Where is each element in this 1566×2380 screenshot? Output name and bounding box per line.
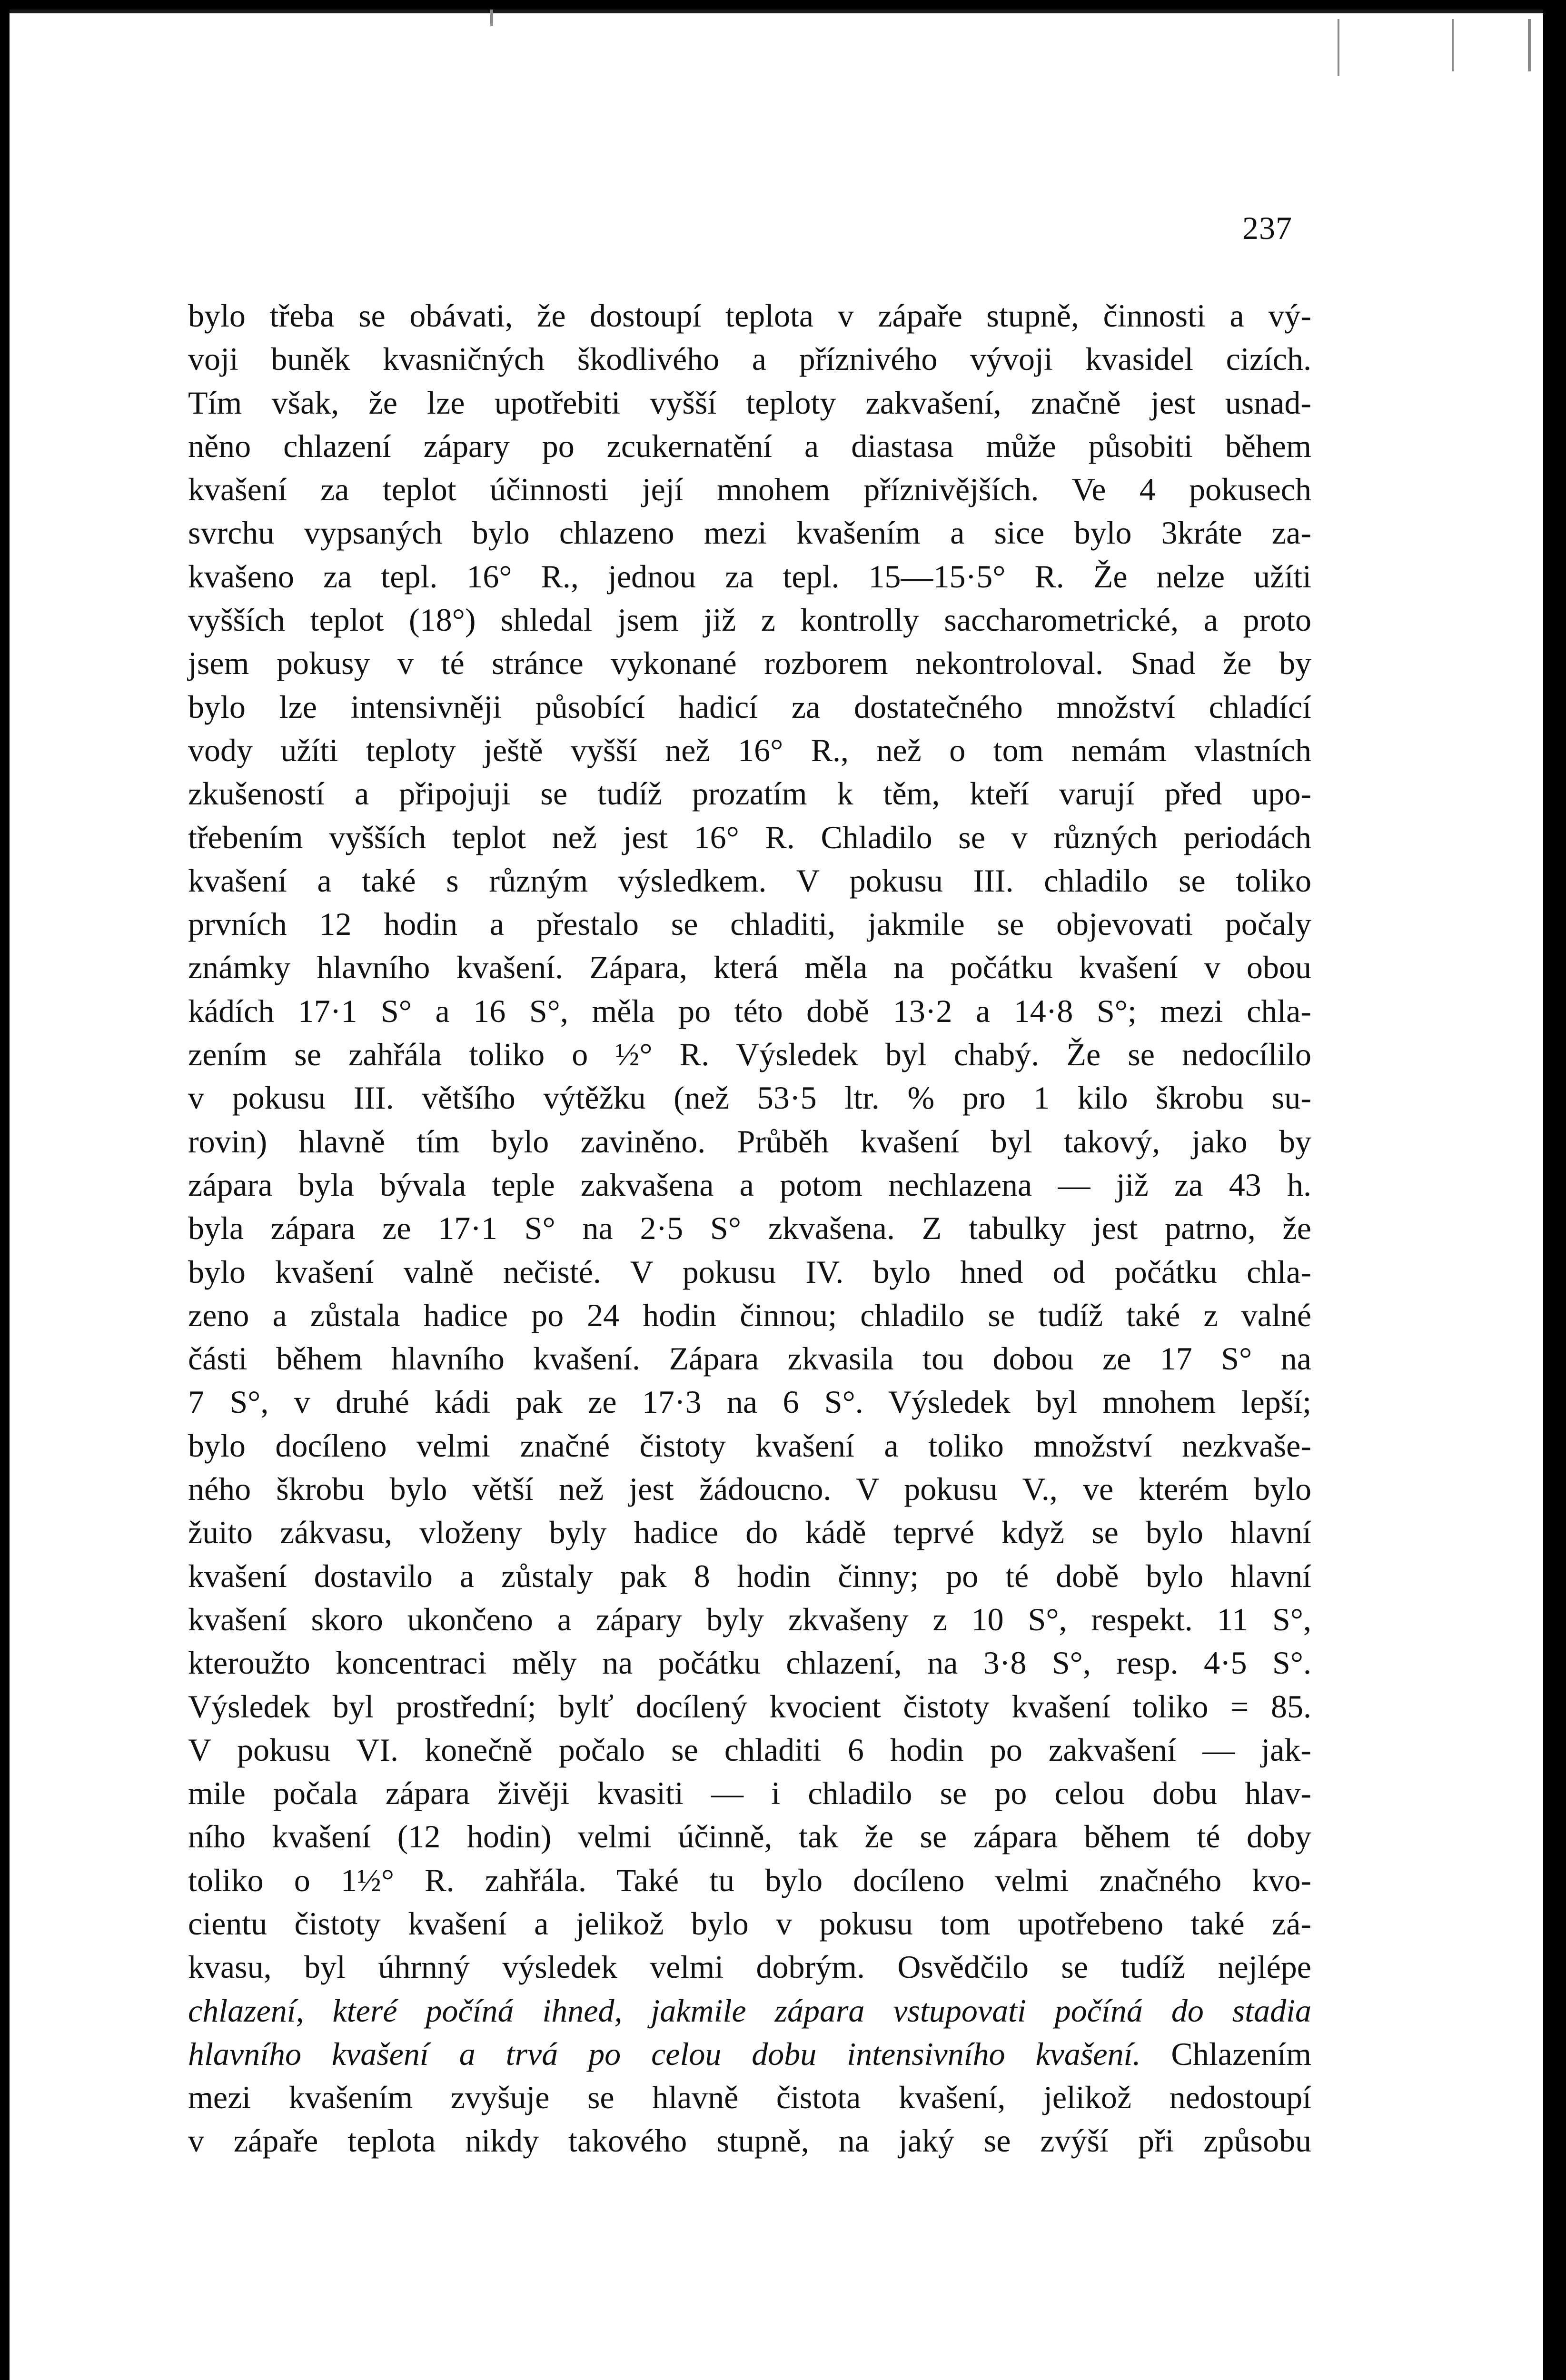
text-segment: třebením vyšších teplot než jest 16° R. Chladilo se v různých periodách bbox=[188, 819, 1311, 855]
text-segment: v pokusu III. většího výtěžku (než 53·5 ltr. % pro 1 kilo škrobu su- bbox=[188, 1080, 1311, 1116]
text-segment: kvašení skoro ukončeno a zápary byly zkvašeny z 10 S°, respekt. 11 S°, bbox=[188, 1601, 1311, 1637]
scan-artifact bbox=[490, 10, 493, 26]
text-segment: byla zápara ze 17·1 S° na 2·5 S° zkvašena. Z tabulky jest patrno, že bbox=[188, 1210, 1311, 1247]
text-segment: kvašení a také s různým výsledkem. V pokusu III. chladilo se toliko bbox=[188, 862, 1311, 899]
text-segment: svrchu vypsaných bylo chlazeno mezi kvašením a sice bylo 3kráte za- bbox=[188, 515, 1311, 551]
text-segment: jsem pokusy v té stránce vykonané rozborem nekontroloval. Snad že by bbox=[188, 645, 1311, 682]
text-line bbox=[188, 1511, 1311, 1554]
text-segment: kvašení za teplot účinnosti její mnohem příznivějších. Ve 4 pokusech bbox=[188, 471, 1311, 508]
text-line bbox=[188, 1902, 1311, 1945]
text-segment: zkušeností a připojuji se tudíž prozatím k těm, kteří varují před upo- bbox=[188, 775, 1311, 812]
text-line bbox=[188, 1120, 1311, 1163]
text-segment: kteroužto koncentraci měly na počátku chlazení, na 3·8 S°, resp. 4·5 S°. bbox=[188, 1645, 1311, 1681]
text-segment: vody užíti teploty ještě vyšší než 16° R., než o tom nemám vlastních bbox=[188, 732, 1311, 768]
text-segment: zeno a zůstala hadice po 24 hodin činnou; chladilo se tudíž také z valné bbox=[188, 1297, 1311, 1333]
text-line bbox=[188, 1076, 1311, 1120]
text-line bbox=[188, 859, 1311, 902]
text-line bbox=[188, 2076, 1311, 2119]
text-segment: bylo docíleno velmi značné čistoty kvašení a toliko množství nezkvaše- bbox=[188, 1427, 1311, 1464]
page-number: 237 bbox=[1242, 210, 1292, 246]
text-segment: známky hlavního kvašení. Zápara, která měla na počátku kvašení v obou bbox=[188, 949, 1311, 986]
scan-border bbox=[10, 10, 1543, 13]
text-line bbox=[188, 1337, 1311, 1380]
text-line bbox=[188, 729, 1311, 772]
text-line bbox=[188, 1294, 1311, 1337]
text-segment: bylo kvašení valně nečisté. V pokusu IV. bylo hned od počátku chla- bbox=[188, 1253, 1311, 1290]
scan-artifact bbox=[1338, 19, 1339, 76]
italic-text-segment: hlavního kvašení a trvá po celou dobu intensivního kvašení. bbox=[188, 2035, 1141, 2072]
text-segment: Výsledek byl prostřední; bylť docílený kvocient čistoty kvašení toliko = 85. bbox=[188, 1688, 1311, 1725]
text-line bbox=[188, 1207, 1311, 1250]
text-line bbox=[188, 1380, 1311, 1424]
body-text bbox=[188, 294, 1311, 2163]
text-line bbox=[188, 1815, 1311, 1858]
text-line bbox=[188, 685, 1311, 729]
text-line bbox=[188, 1555, 1311, 1598]
text-segment: ného škrobu bylo větší než jest žádoucno. V pokusu V., ve kterém bylo bbox=[188, 1471, 1311, 1507]
text-segment: voji buněk kvasničných škodlivého a příznivého vývoji kvasidel cizích. bbox=[188, 341, 1311, 377]
text-line bbox=[188, 642, 1311, 685]
text-segment: zápara byla bývala teple zakvašena a potom nechlazena — již za 43 h. bbox=[188, 1166, 1311, 1203]
text-segment: bylo třeba se obávati, že dostoupí teplota v zápaře stupně, činnosti a vý- bbox=[188, 298, 1311, 334]
text-segment: mezi kvašením zvyšuje se hlavně čistota kvašení, jelikož nedostoupí bbox=[188, 2079, 1311, 2116]
text-line bbox=[188, 598, 1311, 642]
text-line bbox=[188, 816, 1311, 859]
text-segment: zením se zahřála toliko o ½° R. Výsledek byl chabý. Že se nedocílilo bbox=[188, 1036, 1311, 1073]
text-segment: toliko o 1½° R. zahřála. Také tu bylo docíleno velmi značného kvo- bbox=[188, 1862, 1311, 1898]
text-line bbox=[188, 1250, 1311, 1294]
text-line bbox=[188, 1859, 1311, 1902]
text-segment: Chlazením bbox=[1140, 2035, 1312, 2072]
text-line bbox=[188, 1598, 1311, 1641]
text-line bbox=[188, 902, 1311, 946]
text-segment: žuito zákvasu, vloženy byly hadice do kádě teprvé když se bylo hlavní bbox=[188, 1514, 1311, 1551]
text-line bbox=[188, 1728, 1311, 1772]
scan-artifact bbox=[1452, 19, 1454, 71]
text-line bbox=[188, 1468, 1311, 1511]
text-line bbox=[188, 1685, 1311, 1728]
text-segment: v zápaře teplota nikdy takového stupně, na jaký se zvýší při způsobu bbox=[188, 2122, 1311, 2159]
text-line bbox=[188, 1163, 1311, 1207]
text-segment: kvašeno za tepl. 16° R., jednou za tepl. 15—15·5° R. Že nelze užíti bbox=[188, 558, 1311, 595]
text-line bbox=[188, 381, 1311, 425]
text-line bbox=[188, 1033, 1311, 1076]
text-line bbox=[188, 2119, 1311, 2162]
text-line bbox=[188, 1641, 1311, 1685]
text-line bbox=[188, 990, 1311, 1033]
text-segment: cientu čistoty kvašení a jelikož bylo v pokusu tom upotřebeno také zá- bbox=[188, 1905, 1311, 1942]
text-line bbox=[188, 772, 1311, 815]
scan-artifact bbox=[1528, 19, 1531, 71]
italic-text-segment: chlazení, které počíná ihned, jakmile zápara vstupovati počíná do stadia bbox=[188, 1992, 1311, 2029]
text-line bbox=[188, 1945, 1311, 1989]
scanned-page bbox=[10, 10, 1543, 2380]
text-segment: rovin) hlavně tím bylo zaviněno. Průběh kvašení byl takový, jako by bbox=[188, 1123, 1311, 1160]
text-segment: vyšších teplot (18°) shledal jsem již z kontrolly saccharometrické, a proto bbox=[188, 602, 1311, 638]
text-line bbox=[188, 511, 1311, 555]
text-line bbox=[188, 1772, 1311, 1815]
text-segment: kvašení dostavilo a zůstaly pak 8 hodin činny; po té době bylo hlavní bbox=[188, 1557, 1311, 1594]
text-segment: Tím však, že lze upotřebiti vyšší teploty zakvašení, značně jest usnad- bbox=[188, 384, 1311, 421]
text-segment: bylo lze intensivněji působící hadicí za dostatečného množství chladící bbox=[188, 688, 1311, 725]
text-line bbox=[188, 425, 1311, 468]
text-segment: kádích 17·1 S° a 16 S°, měla po této době 13·2 a 14·8 S°; mezi chla- bbox=[188, 992, 1311, 1029]
text-line bbox=[188, 1424, 1311, 1468]
text-line bbox=[188, 2033, 1311, 2076]
text-segment: 7 S°, v druhé kádi pak ze 17·3 na 6 S°. Výsledek byl mnohem lepší; bbox=[188, 1384, 1311, 1420]
text-line bbox=[188, 555, 1311, 598]
text-line bbox=[188, 337, 1311, 381]
text-line bbox=[188, 946, 1311, 989]
text-segment: něno chlazení zápary po zcukernatění a diastasa může působiti během bbox=[188, 427, 1311, 464]
text-line bbox=[188, 468, 1311, 511]
text-line bbox=[188, 294, 1311, 337]
text-segment: V pokusu VI. konečně počalo se chladiti 6 hodin po zakvašení — jak- bbox=[188, 1731, 1311, 1768]
text-segment: kvasu, byl úhrnný výsledek velmi dobrým. Osvědčilo se tudíž nejlépe bbox=[188, 1949, 1311, 1985]
text-segment: prvních 12 hodin a přestalo se chladiti, jakmile se objevovati počaly bbox=[188, 906, 1311, 942]
text-line bbox=[188, 1989, 1311, 2033]
text-segment: mile počala zápara živěji kvasiti — i chladilo se po celou dobu hlav- bbox=[188, 1775, 1311, 1812]
text-segment: části během hlavního kvašení. Zápara zkvasila tou dobou ze 17 S° na bbox=[188, 1340, 1311, 1377]
text-segment: ního kvašení (12 hodin) velmi účinně, tak že se zápara během té doby bbox=[188, 1818, 1311, 1855]
